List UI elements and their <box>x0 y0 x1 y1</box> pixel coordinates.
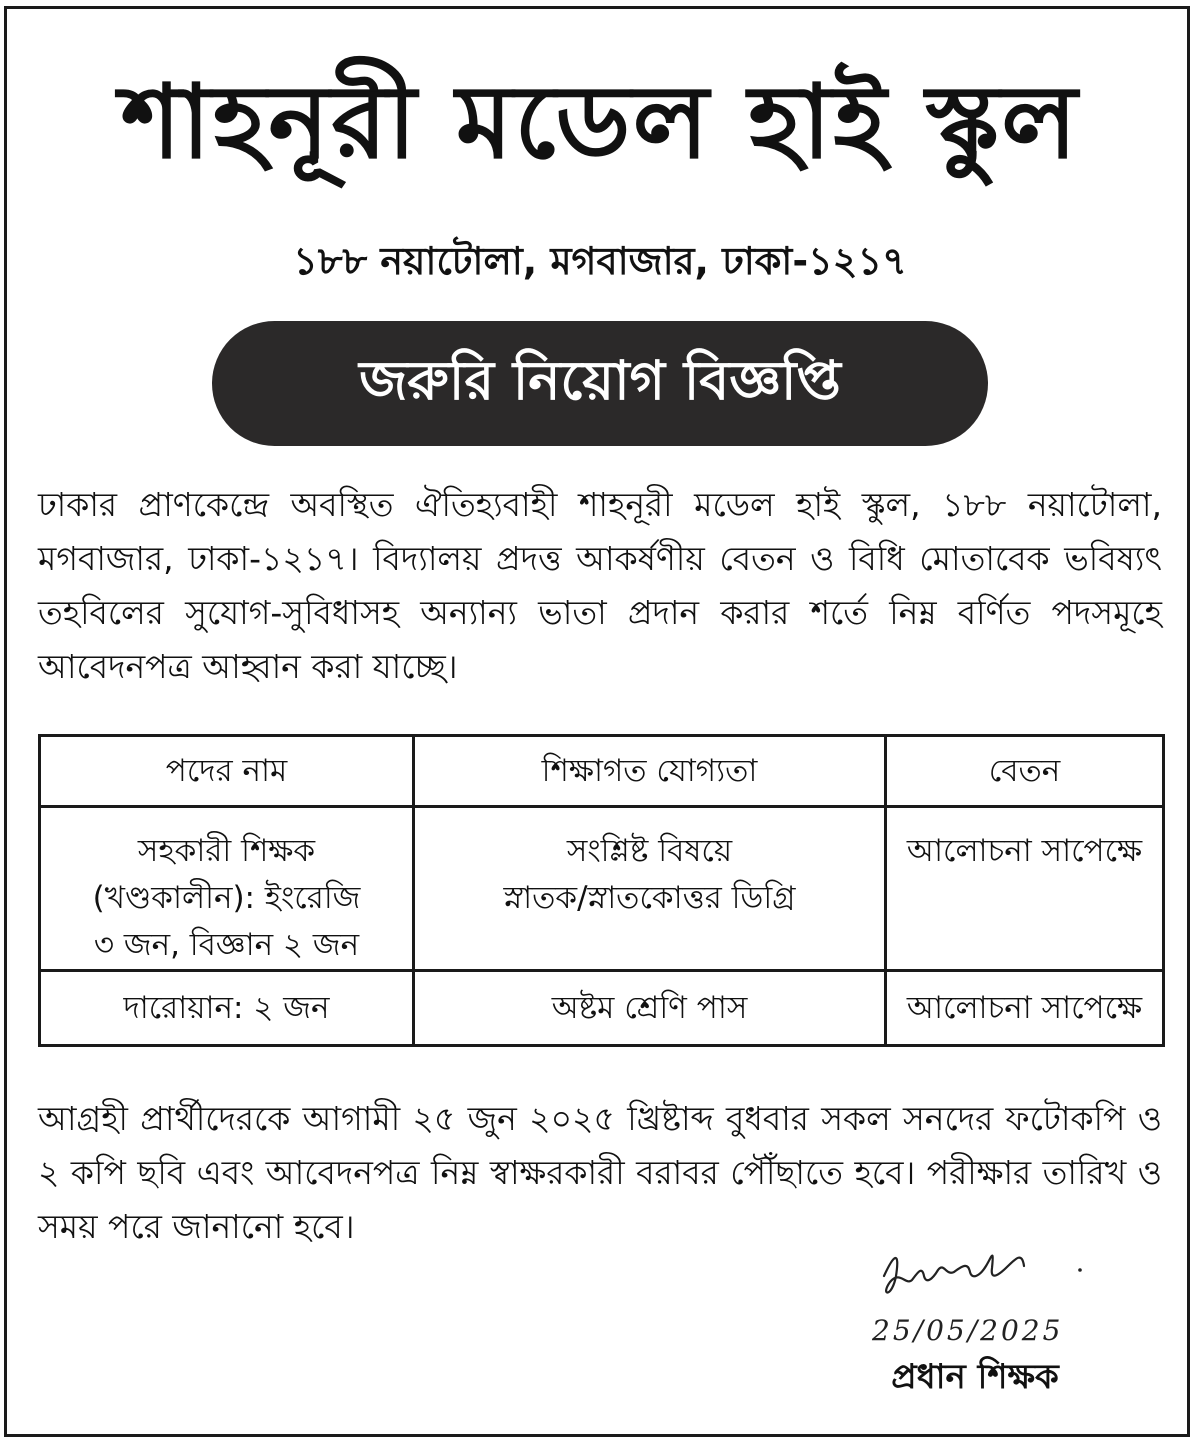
intro-paragraph: ঢাকার প্রাণকেন্দ্রে অবস্থিত ঐতিহ্যবাহী শাহনূরী মডেল হাই স্কুল, ১৮৮ নয়াটোলা, মগবাজার, ঢাকা-১২১৭। বিদ্যালয় প্রদত্ত আকর্ষণীয় বেতন ও বিধি মোতাবেক ভবিষ্যৎ তহবিলের সুযোগ-সুবিধাসহ অন্যান্য ভাতা প্রদান করার শর্তে নিম্ন বর্ণিত পদসমূহে আবেদনপত্র আহ্বান করা যাচ্ছে। <box>38 485 1162 686</box>
school-address: ১৮৮ নয়াটোলা, মগবাজার, ঢাকা-১২১৭ <box>293 239 907 283</box>
salary-cell <box>886 807 1164 971</box>
table-header-row <box>40 736 1164 807</box>
notice-title: জরুরি নিয়োগ বিজ্ঞপ্তি <box>359 348 841 412</box>
signature-mark <box>866 1236 1096 1356</box>
salary-cell: আলোচনা সাপেক্ষে <box>886 971 1164 1046</box>
header-post-name: পদের নাম <box>40 736 414 807</box>
notice-banner <box>212 321 988 446</box>
post-name-line: ৩ জন, বিজ্ঞান ২ জন <box>93 927 360 963</box>
header-salary: বেতন <box>886 736 1164 807</box>
post-name-line: (খণ্ডকালীন): ইংরেজি <box>92 880 361 916</box>
qualification-cell: অষ্টম শ্রেণি পাস <box>414 971 886 1046</box>
qualification-cell <box>414 807 886 971</box>
qualification-line: স্নাতক/স্নাতকোত্তর ডিগ্রি <box>503 880 796 916</box>
vacancy-table <box>38 734 1165 1047</box>
closing-paragraph: আগ্রহী প্রার্থীদেরকে আগামী ২৫ জুন ২০২৫ খ্রিষ্টাব্দ বুধবার সকল সনদের ফটোকপি ও ২ কপি ছবি এবং আবেদনপত্র নিম্ন স্বাক্ষরকারী বরাবর পৌঁছাতে হবে। পরীক্ষার তারিখ ও সময় পরে জানানো হবে। <box>38 1099 1162 1246</box>
post-name-cell <box>40 807 414 971</box>
signature-date: 25/05/2025 <box>872 1314 1064 1347</box>
school-name: শাহনূরী মডেল হাই স্কুল <box>120 63 1080 182</box>
table-row <box>40 807 1164 971</box>
header-qualification: শিক্ষাগত যোগ্যতা <box>414 736 886 807</box>
table-row <box>40 971 1164 1046</box>
post-name-cell: দারোয়ান: ২ জন <box>40 971 414 1046</box>
salary-text: আলোচনা সাপেক্ষে <box>906 833 1143 869</box>
qualification-line: সংশ্লিষ্ট বিষয়ে <box>566 833 733 869</box>
post-name-line: সহকারী শিক্ষক <box>137 833 316 869</box>
signatory-designation: প্রধান শিক্ষক <box>891 1357 1059 1397</box>
